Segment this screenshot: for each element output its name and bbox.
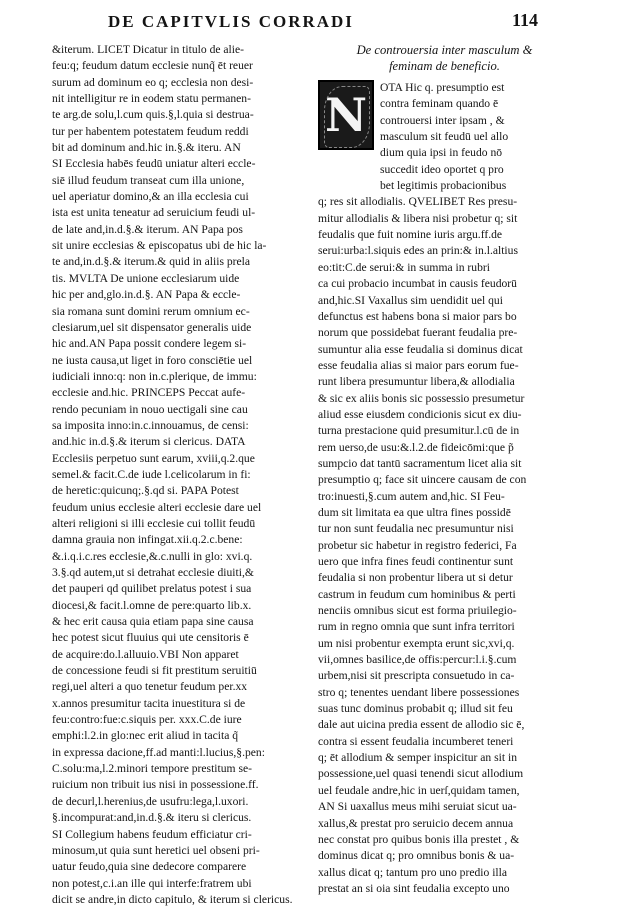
text-line: nec constat pro quibus bonis illa prestet , & [318, 832, 520, 846]
text-line: vii,omnes basilice,de offis:percur:l.i.§.cum [318, 653, 517, 667]
text-line: runt libera presumuntur libera,& allodialia [318, 375, 515, 389]
text-line: regi,uel alteri a quo tenetur feudum per.xx [52, 680, 248, 694]
text-line: semel.& facit.C.de iude l.celicolarum in fi: [52, 467, 251, 481]
text-line: 3.§.qd autem,ut si detrahat ecclesie diuiti,& [52, 566, 254, 579]
text-line: q; res sit allodialis. QVELIBET Res presu- [318, 195, 518, 209]
page-header [108, 10, 538, 34]
text-line: hec potest sicut fluuius qui ute censitoris ē [52, 631, 249, 645]
text-line: feu:q; feudum datum ecclesie nunq̃ ēt reuer [52, 59, 253, 73]
text-line: siē illud feudum transeat cum illa unione, [52, 173, 245, 187]
text-line: tur per habentem potestatem feudum reddi [52, 124, 249, 138]
text-line: & sic ex aliis bonis sic possessio presumetur [318, 391, 525, 405]
text-line: in expressa dacione,ff.ad manti:l.lucius,§.pen: [52, 745, 265, 759]
text-line: turna prestacione quid presumitur.l.cū de in [318, 424, 520, 438]
running-title: DE CAPITVLIS CORRADI [108, 12, 354, 31]
text-line: feudalis que fuit nomine iuris argu.ff.de [318, 228, 503, 242]
text-line: xallus,& prestat pro seruicio decem annua [318, 816, 514, 830]
text-line: OTA Hic q. presumptio est [380, 81, 505, 94]
text-line: de concessione feudi si fit prestitum seruitiū [52, 664, 257, 678]
text-line: sia romana sunt domini rerum omnium ec- [52, 304, 250, 318]
text-line: aliud esse eiusdem condicionis sicut ex diu- [318, 407, 522, 421]
text-line: um nisi probentur exempta erunt sic,xvi,q. [318, 636, 515, 650]
text-line: hic and.AN Papa possit condere legem si- [52, 337, 247, 351]
text-line: iudiciali inno:q: non in.c.plerique, de immu: [52, 369, 257, 383]
text-line: non potest,c.i.an ille qui interfe:fratrem ubi [52, 876, 252, 890]
left-column [52, 42, 320, 908]
text-line: rem uerso,de usu:&.l.2.de fideicōmi:que p̃ [318, 440, 514, 454]
text-line: uel aperiatur domino,& an illa ecclesia cui [52, 190, 249, 204]
text-line: tis. MVLTA De unione ecclesiarum uide [52, 271, 240, 285]
text-line: dium quia ipsi in feudo nō [380, 146, 503, 160]
text-line: ecclesie and.hic. PRINCEPS Peccat aufe- [52, 386, 246, 400]
text-line: q; ēt allodium & semper inspicitur an sit in [318, 751, 517, 765]
rubric-line: De controuersia inter masculum & [356, 43, 533, 57]
text-line: uatur feudo,quia sine dedecore comparere [52, 860, 247, 874]
text-line: ista est unita teneatur ad seruicium feudi ul- [52, 206, 256, 220]
text-line: dum sit limitata ea que ultra fines possidē [318, 505, 511, 519]
text-line: contra si essent feudalia incumberet teneri [318, 734, 514, 748]
text-line: de late and,in.d.§.& iterum. AN Papa pos [52, 222, 243, 236]
text-line: nit intelligitur re in eodem statu permanen- [52, 92, 251, 106]
rubric-line: feminam de beneficio. [389, 59, 500, 73]
text-line: minosum,ut quia sunt heretici uel obseni pri- [52, 843, 260, 857]
decorated-initial [318, 80, 374, 150]
text-line: nenciis omnibus sicut est forma priuilegio- [318, 604, 517, 618]
text-line: surum ad dominum eo q; ecclesia non desi- [52, 75, 254, 89]
text-line: mitur allodialis & libera nisi probetur q; sit [318, 211, 518, 225]
text-line: and.hic in.d.§.& iterum si clericus. DATA [52, 435, 246, 449]
text-line: stro q; tenentes uendant libere possessiones [318, 685, 520, 699]
text-line: serui:urba:l.siquis edes an prin:& in.l.altius [318, 244, 518, 258]
initial-letter: N [324, 88, 368, 142]
text-line: bet legitimis probacionibus [380, 179, 507, 193]
text-line: det pauperi qd quilibet prelatus potest i sua [52, 582, 252, 596]
text-line: Ecclesiis perpetuo sunt earum, xviii,q.2.que [52, 451, 255, 465]
text-line: ruicium non tribuit ius nisi in possessione.ff. [52, 778, 259, 792]
text-line: succedit ideo oportet q pro [380, 162, 504, 176]
text-line: probetur sic habetur in registro federici, Fa [318, 538, 517, 552]
text-line: presumptio q; face sit uincere causam de con [318, 473, 527, 487]
text-line: and,hic.SI Vaxallus sim uendidit uel qui [318, 293, 503, 307]
text-line: dominus dicat q; pro omnibus bonis & ua- [318, 849, 515, 863]
text-line: de heretic:quicunq;.§.qd si. PAPA Potest [52, 484, 239, 498]
text-line: sumuntur alia esse feudalia si dominus dicat [318, 342, 523, 356]
text-line: &.i.q.i.c.res ecclesie,&.c.nulli in glo: xvi.q. [52, 549, 253, 563]
text-line: xallus dicat q; tantum pro uno predio illa [318, 865, 508, 879]
text-line: AN Si uaxallus meus mihi seruiat sicut ua- [318, 800, 517, 814]
text-line: te and,in.d.§.& iterum.& quid in aliis prela [52, 255, 251, 269]
text-line: bit ad dominum and.hic in.§.& iteru. AN [52, 141, 241, 155]
initial-ornament-icon [324, 86, 370, 148]
text-line: dicit se andre,in dicto capitulo, & iterum si clericus. [52, 892, 293, 906]
section-rubric [318, 42, 571, 74]
text-line: norum que possidebat fuerant feudalia pre- [318, 326, 518, 340]
text-line: tro:inuesti,§.cum autem and,hic. SI Feu- [318, 489, 505, 503]
text-line: x.annos presumitur tacita inuestitura si de [52, 696, 246, 710]
text-line: clesiarum,uel sit dispensator generalis uide [52, 320, 252, 334]
text-line: uel feudale andre,hic in uerſ,quidam tamen, [318, 783, 520, 797]
text-line: feudalia si non probentur libera ut si detur [318, 571, 513, 585]
text-line: controuersi inter ipsam , & [380, 113, 505, 127]
initial-block [318, 80, 571, 194]
text-line: masculum sit feudū uel allo [380, 130, 509, 144]
text-line: ne iusta causa,ut liget in foro consciētie uel [52, 353, 253, 367]
right-column-body [318, 194, 571, 897]
text-line: uero que infra fines feudi continentur sunt [318, 555, 514, 568]
text-line: C.solu:ma,l.2.minori tempore prestitum se- [52, 762, 252, 776]
text-line: §.incompurat:and,in.d.§.& iteru si clericus. [52, 811, 252, 825]
text-line: suas tunc dominus probabit q; illud sit feu [318, 702, 513, 716]
text-line: de acquire:do.l.alluuio.VBI Non apparet [52, 647, 239, 661]
text-line: SI Ecclesia habēs feudū uniatur alteri eccle- [52, 157, 256, 171]
text-line: feudum unius ecclesie alteri ecclesie dare uel [52, 500, 262, 514]
right-column [318, 42, 571, 897]
text-line: feu:contro:fue:c.siquis per. xxx.C.de iure [52, 713, 242, 727]
text-line: contra feminam quando ē [380, 97, 499, 111]
text-line: sa imposita inno:in.c.innouamus, de censi: [52, 418, 249, 432]
text-line: prestat an si oia sint feudalia excepto uno [318, 881, 510, 895]
text-line: rendo pecuniam in nouo uectigali sine cau [52, 402, 248, 416]
text-line: SI Collegium habens feudum efficiatur cri- [52, 827, 252, 841]
text-line: emphi:l.2.in glo:nec erit aliud in tacita q̃ [52, 729, 239, 743]
text-line: sit unire ecclesias & episcopatus ubi de hic la- [52, 239, 267, 253]
text-line: defunctus est habens bona si maior pars bo [318, 309, 517, 323]
text-line: de decurl,l.herenius,de usufru:lega,l.uxori. [52, 794, 249, 808]
text-line: &iterum. LICET Dicatur in titulo de alie- [52, 43, 244, 56]
text-line: dale aut uicina predia essent de allodio sic ē, [318, 718, 525, 732]
text-line: esse feudalia alias si maior pars eorum fue- [318, 358, 519, 372]
text-line: te arg.de solu,l.cum quis.§,l.quia si destrua- [52, 108, 254, 122]
folio-number: 114 [511, 10, 538, 30]
text-line: ca cui probacio incumbat in causis feudorū [318, 277, 517, 291]
text-line: sumpcio dat tantū sacramentum licet alia sit [318, 456, 522, 470]
text-line: hic per and,glo.in.d.§. AN Papa & eccle- [52, 288, 241, 302]
text-line: castrum in feudum cum hominibus & perti [318, 587, 516, 601]
text-line: damna grauia non infingat.xii.q.2.c.bene: [52, 533, 243, 547]
text-line: eo:tit:C.de serui:& in summa in rubri [318, 260, 490, 274]
text-line: & hec erit causa quia etiam papa sine causa [52, 615, 254, 629]
text-line: tur non sunt feudalia nec presumuntur nisi [318, 522, 514, 536]
text-line: urbem,nisi sit prescripta consuetudo in ca- [318, 669, 515, 683]
text-line: possessione,uel quasi tenendi sicut allodium [318, 767, 524, 781]
text-line: alteri religioni si illi ecclesie cui tollit feudū [52, 516, 256, 530]
text-line: diocesi,& facit.l.omne de pere:quarto lib.x. [52, 598, 252, 612]
text-line: rum in regno omnia que sunt infra territori [318, 620, 515, 634]
initial-text [380, 80, 571, 194]
